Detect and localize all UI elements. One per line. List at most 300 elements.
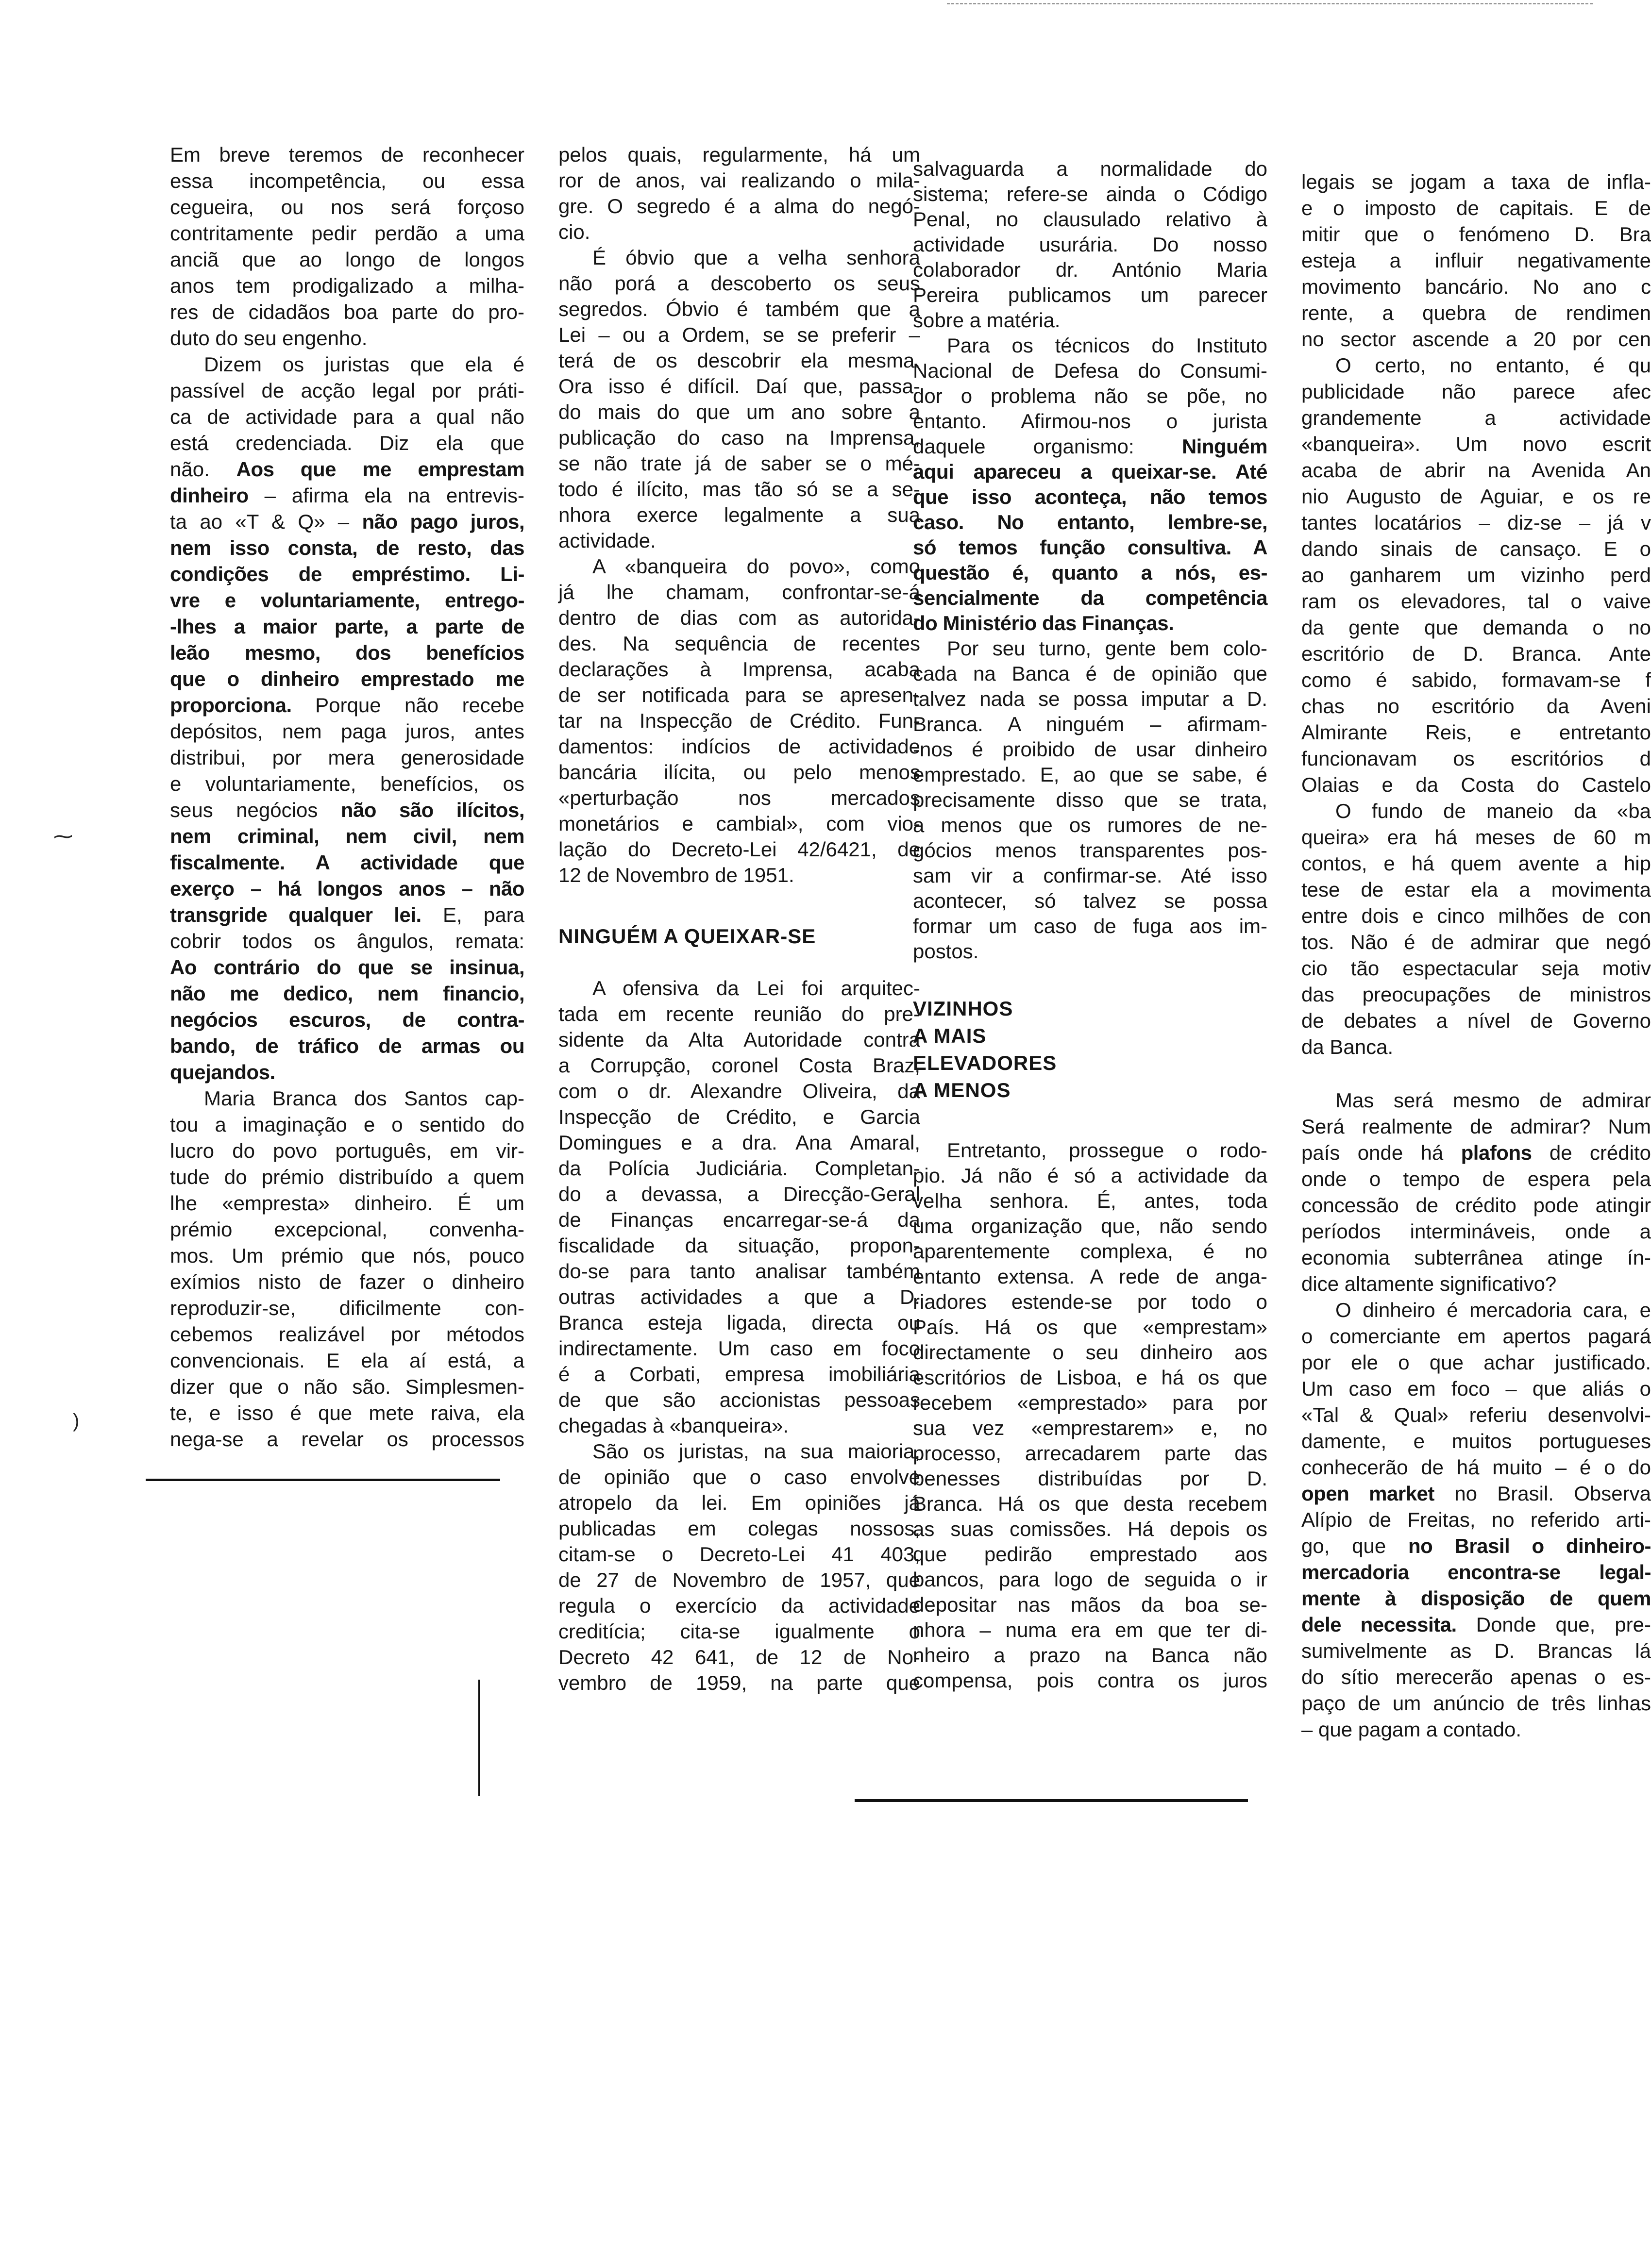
- text-line: [1301, 1166, 1651, 1192]
- text-line: [170, 928, 524, 954]
- body-text: e o imposto de capitais. E de: [1301, 197, 1651, 219]
- bold-quote-text: quejandos.: [170, 1061, 275, 1084]
- text-line: [558, 1593, 920, 1618]
- body-text: A ofensiva da Lei foi arquitec-: [592, 977, 920, 1000]
- body-text: como é sabido, formavam-se f: [1301, 668, 1651, 691]
- body-text: nhora – numa era em que ter di-: [913, 1618, 1267, 1641]
- text-line: [558, 219, 920, 245]
- body-text: dice altamente significativo?: [1301, 1272, 1557, 1295]
- body-text: funcionavam os escritórios d: [1301, 747, 1651, 770]
- body-text: Dizem os juristas que ela é: [204, 353, 524, 376]
- text-line: [1301, 1402, 1651, 1428]
- text-line: [913, 1289, 1267, 1315]
- body-text: Será realmente de admirar? Num: [1301, 1115, 1651, 1138]
- text-line: [1301, 536, 1651, 562]
- body-text: Para os técnicos do Instituto: [947, 334, 1267, 357]
- body-text: prémio excepcional, convenha-: [170, 1218, 524, 1241]
- body-text: publicidade não parece afec: [1301, 380, 1651, 403]
- body-text: Por seu turno, gente bem colo-: [947, 637, 1267, 660]
- text-line: [558, 399, 920, 425]
- bold-quote-text: Ninguém: [1181, 435, 1267, 458]
- body-text: chegadas à «banqueira».: [558, 1414, 789, 1437]
- text-line: [913, 182, 1267, 207]
- text-line: [913, 232, 1267, 257]
- text-line: [913, 207, 1267, 232]
- text-line: [170, 378, 524, 404]
- text-line: [558, 322, 920, 348]
- article-column-3: [913, 156, 1267, 1693]
- text-line: [558, 425, 920, 450]
- body-text: pelos quais, regularmente, há um: [558, 143, 920, 166]
- body-text: gre. O segredo é a alma do negó-: [558, 195, 920, 217]
- bold-quote-text: dinheiro: [170, 484, 249, 507]
- body-text: regula o exercício da actividade: [558, 1594, 920, 1617]
- bold-quote-text: não me dedico, nem financio,: [170, 982, 524, 1005]
- text-line: [913, 863, 1267, 888]
- text-line: [558, 1258, 920, 1284]
- body-text: todo é ilícito, mas tão só se a se-: [558, 478, 920, 500]
- body-text: Um caso em foco – que aliás o: [1301, 1377, 1651, 1400]
- body-text: seus negócios: [170, 799, 341, 821]
- text-line: [558, 245, 920, 270]
- text-line: [170, 1400, 524, 1426]
- body-text: distribui, por mera generosidade: [170, 746, 524, 769]
- body-text: cio tão espectacular seja motiv: [1301, 957, 1651, 980]
- bold-quote-text: leão mesmo, dos benefícios: [170, 641, 524, 664]
- text-line: [170, 823, 524, 850]
- paragraph: [913, 333, 1267, 636]
- text-line: [558, 1284, 920, 1310]
- text-line: [170, 247, 524, 273]
- text-line: [1301, 221, 1651, 248]
- text-line: [913, 914, 1267, 939]
- body-text: Branca. Há os que desta recebem: [913, 1492, 1267, 1515]
- bold-quote-text: que o dinheiro emprestado me: [170, 667, 524, 690]
- body-text: VIZINHOS: [913, 997, 1013, 1020]
- text-line: [913, 459, 1267, 484]
- body-text: res de cidadãos boa parte do pro-: [170, 300, 524, 323]
- text-line: [558, 1618, 920, 1644]
- text-line: [558, 142, 920, 167]
- text-line: [1301, 1323, 1651, 1350]
- text-line: [170, 483, 524, 509]
- text-line: [913, 1022, 1267, 1050]
- text-line: [913, 762, 1267, 787]
- text-line: [558, 975, 920, 1001]
- bold-quote-text: fiscalmente. A actividade que: [170, 851, 524, 874]
- body-text: «Tal & Qual» referiu desenvolvi-: [1301, 1403, 1651, 1426]
- body-text: compensa, pois contra os juros: [913, 1669, 1267, 1692]
- body-text: anos tem prodigalizado a milha-: [170, 274, 524, 297]
- text-line: [170, 535, 524, 561]
- text-line: [1301, 641, 1651, 667]
- body-text: Branca. A ninguém – afirmam-: [913, 713, 1267, 735]
- text-line: [913, 1214, 1267, 1239]
- body-text: já lhe chamam, confrontar-se-á: [558, 581, 920, 603]
- paragraph-gap: [1301, 1060, 1651, 1087]
- body-text: queira» era há meses de 60 m: [1301, 826, 1651, 849]
- text-line: [1301, 1350, 1651, 1376]
- body-text: períodos intermináveis, onde a: [1301, 1220, 1651, 1243]
- text-line: [558, 1567, 920, 1593]
- body-text: publicação do caso na Imprensa,: [558, 426, 920, 449]
- body-text: se não trate já de saber se o mé-: [558, 452, 920, 475]
- text-line: [913, 1188, 1267, 1214]
- text-line: [170, 220, 524, 247]
- text-line: [1301, 1245, 1651, 1271]
- body-text: tude do prémio distribuído a quem: [170, 1166, 524, 1188]
- body-text: lação do Decreto-Lei 42/6421, de: [558, 838, 920, 861]
- body-text: sistema; refere-se ainda o Código: [913, 183, 1267, 205]
- text-line: [1301, 1192, 1651, 1218]
- bold-quote-text: condições de empréstimo. Li-: [170, 563, 524, 585]
- text-line: [913, 1138, 1267, 1163]
- text-line: [1301, 431, 1651, 457]
- paragraph: [1301, 1297, 1651, 1743]
- text-line: [1301, 850, 1651, 877]
- text-line: [913, 484, 1267, 510]
- text-line: [913, 1365, 1267, 1390]
- text-line: [558, 605, 920, 631]
- body-text: E, para: [421, 903, 524, 926]
- body-text: Domingues e a dra. Ana Amaral,: [558, 1131, 920, 1154]
- body-text: não.: [170, 458, 236, 481]
- text-line: [913, 333, 1267, 358]
- body-text: A MAIS: [913, 1024, 987, 1047]
- body-text: É óbvio que a velha senhora: [592, 246, 920, 269]
- body-text: rente, a quebra de rendimen: [1301, 301, 1651, 324]
- body-text: aparentemente complexa, é no: [913, 1240, 1267, 1263]
- bold-quote-text: negócios escuros, de contra-: [170, 1008, 524, 1031]
- body-text: recebem «emprestado» para por: [913, 1391, 1267, 1414]
- body-text: da Banca.: [1301, 1035, 1394, 1058]
- text-line: [1301, 1638, 1651, 1664]
- body-text: publicadas em colegas nossos,: [558, 1517, 920, 1540]
- body-text: de opinião que o caso envolve: [558, 1466, 920, 1488]
- bold-quote-text: proporciona.: [170, 694, 292, 717]
- text-line: [170, 1243, 524, 1269]
- text-line: [913, 995, 1267, 1022]
- text-line: [1301, 1008, 1651, 1034]
- body-text: nhora exerce legalmente a sua: [558, 503, 920, 526]
- text-line: [1301, 1717, 1651, 1743]
- body-text: O certo, no entanto, é qu: [1335, 354, 1651, 377]
- body-text: O dinheiro é mercadoria cara, e: [1335, 1299, 1651, 1321]
- bold-quote-text: no Brasil o dinheiro-: [1408, 1534, 1651, 1557]
- body-text: chas no escritório da Aveni: [1301, 695, 1651, 717]
- body-text: cegueira, ou nos será forçoso: [170, 196, 524, 218]
- body-text: não porá a descoberto os seus: [558, 272, 920, 295]
- body-text: de que são accionistas pessoas: [558, 1388, 920, 1411]
- text-line: [1301, 1297, 1651, 1323]
- body-text: Lei – ou a Ordem, se se preferir –: [558, 323, 920, 346]
- text-line: [1301, 510, 1651, 536]
- bold-quote-text: Ao contrário do que se insinua,: [170, 956, 524, 979]
- body-text: grandemente a actividade: [1301, 406, 1651, 429]
- text-line: [913, 1567, 1267, 1592]
- body-text: do mais do que um ano sobre a: [558, 400, 920, 423]
- text-line: [913, 939, 1267, 964]
- body-text: acaba de abrir na Avenida An: [1301, 459, 1651, 482]
- article-end-rule: [855, 1799, 1248, 1802]
- text-line: [170, 1164, 524, 1190]
- text-line: [170, 1138, 524, 1164]
- text-line: [170, 1007, 524, 1033]
- body-text: a menos que os rumores de ne-: [913, 814, 1267, 836]
- paragraph: [170, 1085, 524, 1452]
- text-line: [913, 712, 1267, 737]
- text-line: [170, 1085, 524, 1112]
- text-line: [558, 296, 920, 322]
- body-text: tar na Inspecção de Crédito. Fun-: [558, 709, 920, 732]
- body-text: e voluntariamente, benefícios, os: [170, 772, 524, 795]
- text-line: [170, 325, 524, 351]
- text-line: [913, 535, 1267, 560]
- body-text: da Polícia Judiciária. Completan-: [558, 1157, 920, 1180]
- text-line: [170, 1426, 524, 1452]
- text-line: [558, 1516, 920, 1541]
- body-text: país onde há: [1301, 1141, 1461, 1164]
- paragraph: [1301, 1087, 1651, 1297]
- text-line: [913, 358, 1267, 384]
- body-text: economia subterrânea atinge ín-: [1301, 1246, 1651, 1269]
- text-line: [913, 787, 1267, 813]
- body-text: da gente que demanda o no: [1301, 616, 1651, 639]
- paragraph: [558, 553, 920, 888]
- text-line: [913, 283, 1267, 308]
- body-text: do sítio merecerão apenas o es-: [1301, 1666, 1651, 1688]
- text-line: [170, 1295, 524, 1321]
- text-line: [558, 656, 920, 682]
- paragraph: [558, 1438, 920, 1696]
- text-line: [558, 1387, 920, 1413]
- body-text: des. Na sequência de recentes: [558, 632, 920, 655]
- text-line: [170, 1348, 524, 1374]
- text-line: [1301, 457, 1651, 484]
- text-line: [1301, 903, 1651, 929]
- body-text: onde o tempo de espera pela: [1301, 1167, 1651, 1190]
- text-line: [170, 509, 524, 535]
- body-text: tantes locatários – diz-se – já v: [1301, 511, 1651, 534]
- scan-edge-line: [947, 3, 1593, 4]
- body-text: essa incompetência, ou essa: [170, 169, 524, 192]
- body-text: fiscalidade da situação, propon-: [558, 1234, 920, 1257]
- body-text: tese de estar ela a movimenta: [1301, 878, 1651, 901]
- text-line: [1301, 746, 1651, 772]
- text-line: [558, 1464, 920, 1490]
- body-text: de Finanças encarregar-se-á da: [558, 1208, 920, 1231]
- bold-quote-text: nem isso consta, de resto, das: [170, 536, 524, 559]
- body-text: segredos. Óbvio é também que a: [558, 298, 920, 320]
- body-text: entanto extensa. A rede de anga-: [913, 1265, 1267, 1288]
- text-line: [170, 876, 524, 902]
- text-line: [170, 351, 524, 378]
- text-line: [913, 585, 1267, 611]
- text-line: [913, 813, 1267, 838]
- text-line: [1301, 300, 1651, 326]
- body-text: declarações à Imprensa, acaba: [558, 658, 920, 681]
- text-line: [1301, 169, 1651, 195]
- bold-quote-text: nem criminal, nem civil, nem: [170, 825, 524, 848]
- text-line: [558, 1207, 920, 1233]
- text-line: [170, 168, 524, 194]
- text-line: [558, 348, 920, 373]
- body-text: atropelo da lei. Em opiniões já: [558, 1491, 920, 1514]
- text-line: [558, 785, 920, 811]
- text-line: [558, 193, 920, 219]
- text-line: [558, 1130, 920, 1155]
- text-line: [913, 1441, 1267, 1466]
- text-line: [1301, 1271, 1651, 1297]
- text-line: [558, 811, 920, 836]
- body-text: concessão de crédito pode atingir: [1301, 1194, 1651, 1217]
- text-line: [1301, 1140, 1651, 1166]
- body-text: A MENOS: [913, 1079, 1011, 1101]
- text-line: [1301, 982, 1651, 1008]
- text-line: [1301, 1454, 1651, 1481]
- body-text: País. Há os que «emprestam»: [913, 1316, 1267, 1338]
- paragraph: [1301, 352, 1651, 798]
- paragraph: [170, 351, 524, 1085]
- text-line: [1301, 1664, 1651, 1690]
- paragraph: [558, 142, 920, 245]
- text-line: [1301, 955, 1651, 982]
- text-line: [913, 156, 1267, 182]
- text-line: [1301, 824, 1651, 850]
- body-text: directamente o seu dinheiro aos: [913, 1341, 1267, 1364]
- body-text: cio.: [558, 220, 590, 243]
- text-line: [913, 434, 1267, 459]
- body-text: por ele o que achar justificado.: [1301, 1351, 1651, 1374]
- text-line: [558, 528, 920, 553]
- body-text: te, e isso é que mete raiva, ela: [170, 1401, 524, 1424]
- text-line: [558, 502, 920, 528]
- text-line: [170, 981, 524, 1007]
- body-text: depósitos, nem paga juros, antes: [170, 720, 524, 743]
- body-text: mitir que o fenómeno D. Bra: [1301, 223, 1651, 246]
- text-line: [1301, 1507, 1651, 1533]
- body-text: go, que: [1301, 1534, 1408, 1557]
- text-line: [1301, 1612, 1651, 1638]
- body-text: São os juristas, na sua maioria,: [592, 1440, 920, 1463]
- text-line: [913, 1050, 1267, 1077]
- body-text: cada na Banca é de opinião que: [913, 662, 1267, 685]
- text-line: [1301, 379, 1651, 405]
- body-text: Pereira publicamos um parecer: [913, 284, 1267, 306]
- body-text: outras actividades a que a D.: [558, 1285, 920, 1308]
- body-text: Almirante Reis, e entretanto: [1301, 721, 1651, 744]
- body-text: tos. Não é de admirar que negó: [1301, 931, 1651, 953]
- body-text: dor o problema não se põe, no: [913, 384, 1267, 407]
- scan-mark: ⁓: [53, 826, 73, 847]
- text-line: [913, 611, 1267, 636]
- body-text: no sector ascende a 20 por cen: [1301, 328, 1651, 350]
- text-line: [558, 579, 920, 605]
- text-line: [1301, 667, 1651, 693]
- text-line: [170, 430, 524, 456]
- text-line: [913, 1592, 1267, 1618]
- text-line: [913, 838, 1267, 863]
- text-line: [913, 510, 1267, 535]
- text-line: [913, 1315, 1267, 1340]
- paragraph: [170, 142, 524, 351]
- text-line: [170, 1059, 524, 1085]
- text-line: [170, 561, 524, 587]
- bold-quote-text: exerço – há longos anos – não: [170, 877, 524, 900]
- body-text: Penal, no clausulado relativo à: [913, 208, 1267, 231]
- body-text: Donde que, pre-: [1456, 1613, 1651, 1636]
- body-text: damente, e muitos portugueses: [1301, 1430, 1651, 1452]
- bold-quote-text: caso. No entanto, lembre-se,: [913, 511, 1267, 534]
- bold-quote-text: sencialmente da competência: [913, 586, 1267, 609]
- body-text: tada em recente reunião do pre-: [558, 1002, 920, 1025]
- text-line: [1301, 326, 1651, 352]
- body-text: ram os elevadores, tal o vaive: [1301, 590, 1651, 613]
- text-line: [913, 560, 1267, 585]
- text-line: [1301, 1034, 1651, 1060]
- text-line: [558, 1027, 920, 1052]
- body-text: sua vez «emprestarem» e, no: [913, 1417, 1267, 1439]
- body-text: está credenciada. Diz ela que: [170, 432, 524, 454]
- body-text: Decreto 42 641, de 12 de No-: [558, 1646, 920, 1668]
- body-text: salvaguarda a normalidade do: [913, 157, 1267, 180]
- body-text: citam-se o Decreto-Lei 41 403,: [558, 1543, 920, 1566]
- bold-quote-text: dele necessita.: [1301, 1613, 1457, 1636]
- body-text: lucro do povo português, em vir-: [170, 1139, 524, 1162]
- text-line: [913, 1077, 1267, 1104]
- body-text: talvez nada se possa imputar a D.: [913, 687, 1267, 710]
- body-text: sidente da Alta Autoridade contra: [558, 1028, 920, 1051]
- text-line: [558, 1181, 920, 1207]
- text-line: [558, 1361, 920, 1387]
- text-line: [1301, 588, 1651, 615]
- body-text: escritório de D. Branca. Ante: [1301, 642, 1651, 665]
- body-text: benesses distribuídas por D.: [913, 1467, 1267, 1490]
- text-line: [1301, 1559, 1651, 1585]
- text-line: [170, 692, 524, 718]
- text-line: [558, 1413, 920, 1438]
- body-text: vembro de 1959, na parte que: [558, 1671, 920, 1694]
- bold-quote-text: -lhes a maior parte, a parte de: [170, 615, 524, 638]
- text-line: [558, 1310, 920, 1335]
- text-line: [913, 1668, 1267, 1693]
- text-line: [558, 759, 920, 785]
- text-line: [913, 636, 1267, 661]
- text-line: [558, 631, 920, 656]
- text-line: [558, 167, 920, 193]
- text-line: [1301, 484, 1651, 510]
- text-line: [913, 1416, 1267, 1441]
- text-line: [558, 1490, 920, 1516]
- text-line: [1301, 877, 1651, 903]
- text-line: [913, 661, 1267, 686]
- bold-quote-text: transgride qualquer lei.: [170, 903, 421, 926]
- body-text: de ser notificada para se apresen-: [558, 684, 920, 706]
- article-column-4: [1301, 169, 1651, 1743]
- text-line: [913, 1618, 1267, 1643]
- body-text: cobrir todos os ângulos, remata:: [170, 930, 524, 952]
- bold-quote-text: bando, de tráfico de armas ou: [170, 1034, 524, 1057]
- body-text: do a devassa, a Direcção-Geral: [558, 1183, 920, 1205]
- body-text: acontecer, só talvez se possa: [913, 889, 1267, 912]
- body-text: indirectamente. Um caso em foco: [558, 1337, 920, 1360]
- text-line: [170, 666, 524, 692]
- text-line: [558, 734, 920, 759]
- body-text: «perturbação nos mercados: [558, 786, 920, 809]
- body-text: ca de actividade para a qual não: [170, 405, 524, 428]
- body-text: pio. Já não é só a actividade da: [913, 1164, 1267, 1187]
- text-line: [1301, 772, 1651, 798]
